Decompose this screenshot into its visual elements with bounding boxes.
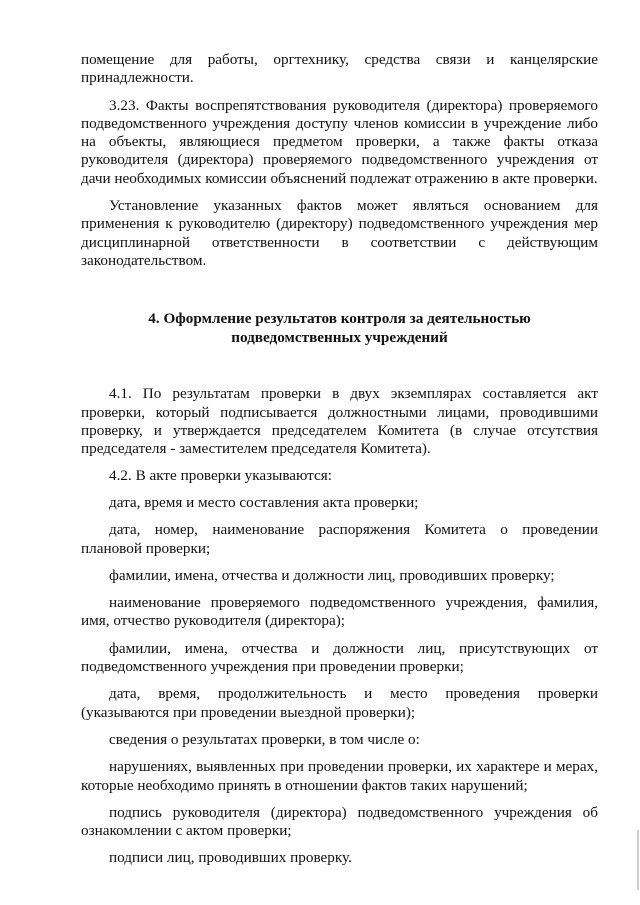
list-item: нарушениях, выявленных при проведении проверки, их характере и мерах, которые необходимо принять в отношении фактов таких нарушений; xyxy=(81,758,598,794)
list-item: подпись руководителя (директора) подведомственного учреждения об ознакомлении с актом проверки; xyxy=(81,803,598,840)
paragraph-establishment: Установление указанных фактов может являться основанием для применения к руководителю (директору) подведомственного учреждения мер дисциплинарной ответственности в соответствии с действующим законодательством. xyxy=(81,197,598,269)
paragraph-continuation: помещение для работы, оргтехнику, средства связи и канцелярские принадлежности. xyxy=(81,51,598,87)
list-item: дата, время и место составления акта проверки; xyxy=(109,493,419,511)
paragraph-4-2: 4.2. В акте проверки указываются: xyxy=(109,466,332,484)
paragraph-4-1: 4.1. По результатам проверки в двух экземплярах составляется акт проверки, который подписывается должностными лицами, проводившими проверку, и утверждается председателем Комитета (в случае отсутствия председателя - заместителем председателя Комитета). xyxy=(81,385,598,458)
document-page xyxy=(81,51,598,868)
list-item: наименование проверяемого подведомственного учреждения, фамилия, имя, отчество руководителя (директора); xyxy=(81,594,598,630)
section-heading xyxy=(81,310,598,347)
list-item: подписи лиц, проводивших проверку. xyxy=(109,849,352,867)
section-heading-line1: 4. Оформление результатов контроля за деятельностью xyxy=(148,310,531,328)
list-item: фамилии, имена, отчества и должности лиц, присутствующих от подведомственного учреждения при проведении проверки; xyxy=(81,639,598,676)
list-item: сведения о результатах проверки, в том числе о: xyxy=(109,730,420,748)
paragraph-3-23: 3.23. Факты воспрепятствования руководителя (директора) проверяемого подведомственного учреждения доступу членов комиссии в учреждение либо на объекты, являющиеся предметом проверки, а также факты отказа руководителя (директора) проверяемого подведомственного учреждения от дачи необходимых комиссии объяснений подлежат отражению в акте проверки. xyxy=(81,96,598,187)
list-item: фамилии, имена, отчества и должности лиц, проводивших проверку; xyxy=(109,566,555,584)
scan-edge-mark xyxy=(637,830,639,890)
list-item: дата, номер, наименование распоряжения Комитета о проведении плановой проверки; xyxy=(81,521,598,557)
section-heading-line2: подведомственных учреждений xyxy=(231,328,448,346)
list-item: дата, время, продолжительность и место проведения проверки (указываются при проведении выездной проверки); xyxy=(81,685,598,721)
